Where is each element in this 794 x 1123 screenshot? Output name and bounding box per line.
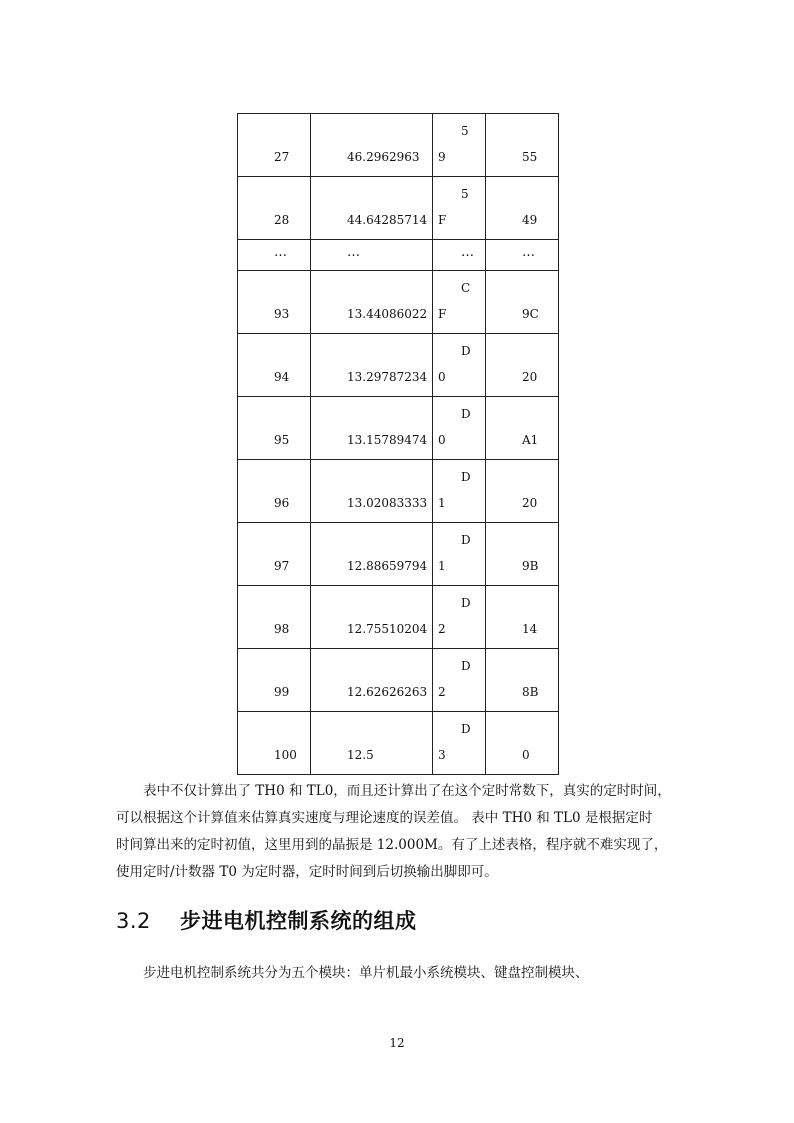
table-cell — [486, 712, 559, 775]
th0-low-digit: 1 — [438, 496, 446, 510]
table-row — [238, 712, 559, 775]
tl0-value: 9C — [522, 307, 539, 321]
table-row — [238, 397, 559, 460]
th0-low-digit: F — [438, 307, 447, 321]
table-cell — [238, 271, 311, 334]
timer-period: 13.02083333 — [347, 496, 428, 510]
tl0-value: 8B — [522, 685, 539, 699]
step-number: 99 — [274, 685, 290, 699]
table-cell — [486, 334, 559, 397]
table-cell — [433, 334, 486, 397]
table-cell-ellipsis — [486, 240, 559, 271]
table-cell — [311, 271, 433, 334]
ellipsis-text: … — [274, 245, 287, 260]
timer-period: 12.62626263 — [347, 685, 428, 699]
th0-low-digit: 0 — [438, 433, 446, 447]
timer-period: 46.2962963 — [347, 150, 420, 164]
th0-high-digit: D — [461, 407, 471, 421]
ellipsis-text: … — [522, 245, 535, 260]
tl0-value: 14 — [522, 622, 538, 636]
tl0-value: 20 — [522, 370, 538, 384]
table-cell — [238, 523, 311, 586]
step-number: 94 — [274, 370, 290, 384]
table-cell — [433, 649, 486, 712]
paragraph-line: 步进电机控制系统共分为五个模块：单片机最小系统模块、键盘控制模块、 — [143, 965, 589, 981]
timer-period: 44.64285714 — [347, 213, 428, 227]
th0-high-digit: D — [461, 659, 471, 673]
th0-high-digit: 5 — [461, 124, 469, 138]
tl0-value: 20 — [522, 496, 538, 510]
paragraph-line: 表中不仅计算出了 TH0 和 TL0，而且还计算出了在这个定时常数下，真实的定时时间， — [143, 783, 671, 799]
paragraph-line: 可以根据这个计算值来估算真实速度与理论速度的误差值。 表中 TH0 和 TL0 是根据定时 — [116, 810, 653, 826]
ellipsis-text: … — [347, 245, 360, 260]
th0-high-digit: 5 — [461, 187, 469, 201]
step-number: 27 — [274, 150, 290, 164]
table-cell — [433, 177, 486, 240]
table-cell — [486, 586, 559, 649]
table-cell — [433, 712, 486, 775]
page-number: 12 — [389, 1036, 405, 1050]
table-cell — [238, 586, 311, 649]
timer-table — [237, 113, 559, 775]
table-cell — [311, 114, 433, 177]
table-cell — [486, 271, 559, 334]
paragraph-line: 使用定时/计数器 T0 为定时器，定时时间到后切换输出脚即可。 — [116, 864, 498, 880]
timer-period: 13.29787234 — [347, 370, 428, 384]
section-heading — [116, 905, 417, 935]
table-cell — [311, 334, 433, 397]
table-cell — [238, 114, 311, 177]
tl0-value: 0 — [522, 748, 530, 762]
table-row — [238, 460, 559, 523]
step-number: 28 — [274, 213, 290, 227]
table-row — [238, 177, 559, 240]
table-cell — [433, 460, 486, 523]
tl0-value: 9B — [522, 559, 539, 573]
table-cell — [486, 649, 559, 712]
tl0-value: A1 — [522, 433, 539, 447]
table-cell — [433, 586, 486, 649]
table-cell — [486, 177, 559, 240]
table-cell — [311, 649, 433, 712]
table-cell — [433, 523, 486, 586]
th0-high-digit: D — [461, 722, 471, 736]
th0-low-digit: 2 — [438, 685, 446, 699]
table-cell — [486, 397, 559, 460]
th0-low-digit: 1 — [438, 559, 446, 573]
table-cell — [311, 460, 433, 523]
step-number: 93 — [274, 307, 290, 321]
th0-low-digit: 9 — [438, 150, 446, 164]
th0-high-digit: D — [461, 533, 471, 547]
timer-period: 13.44086022 — [347, 307, 428, 321]
th0-high-digit: D — [461, 470, 471, 484]
table-cell — [311, 397, 433, 460]
table-cell — [238, 334, 311, 397]
table-cell — [238, 712, 311, 775]
th0-low-digit: 2 — [438, 622, 446, 636]
table-cell — [433, 114, 486, 177]
paragraph-table-explanation — [116, 778, 678, 886]
table-cell — [433, 397, 486, 460]
paragraph-system-modules — [116, 960, 678, 987]
th0-low-digit: 3 — [438, 748, 446, 762]
step-number: 95 — [274, 433, 290, 447]
table-row — [238, 649, 559, 712]
th0-high-digit: D — [461, 344, 471, 358]
table-row — [238, 114, 559, 177]
timer-period: 12.5 — [347, 748, 374, 762]
section-number: 3.2 — [116, 909, 151, 933]
timer-period: 12.88659794 — [347, 559, 428, 573]
table-cell — [311, 712, 433, 775]
table-row — [238, 523, 559, 586]
table-cell — [238, 177, 311, 240]
table-cell — [238, 397, 311, 460]
timer-period: 13.15789474 — [347, 433, 428, 447]
tl0-value: 49 — [522, 213, 538, 227]
table-cell-ellipsis — [311, 240, 433, 271]
step-number: 100 — [274, 748, 297, 762]
table-cell — [238, 649, 311, 712]
table-cell — [486, 523, 559, 586]
table-cell-ellipsis — [238, 240, 311, 271]
table-cell-ellipsis — [433, 240, 486, 271]
tl0-value: 55 — [522, 150, 538, 164]
paragraph-line: 时间算出来的定时初值，这里用到的晶振是 12.000M。有了上述表格，程序就不难实现了， — [116, 837, 668, 853]
table-cell — [433, 271, 486, 334]
table-cell — [311, 523, 433, 586]
table-cell — [238, 460, 311, 523]
table-row — [238, 586, 559, 649]
step-number: 98 — [274, 622, 290, 636]
table-row — [238, 240, 559, 271]
th0-high-digit: D — [461, 596, 471, 610]
th0-high-digit: C — [461, 281, 471, 295]
step-number: 96 — [274, 496, 290, 510]
table-cell — [311, 177, 433, 240]
section-title: 步进电机控制系统的组成 — [180, 909, 417, 933]
table-row — [238, 334, 559, 397]
th0-low-digit: 0 — [438, 370, 446, 384]
table-row — [238, 271, 559, 334]
table-cell — [311, 586, 433, 649]
th0-low-digit: F — [438, 213, 447, 227]
timer-period: 12.75510204 — [347, 622, 428, 636]
step-number: 97 — [274, 559, 290, 573]
table-cell — [486, 114, 559, 177]
table-cell — [486, 460, 559, 523]
ellipsis-text: … — [461, 245, 474, 260]
